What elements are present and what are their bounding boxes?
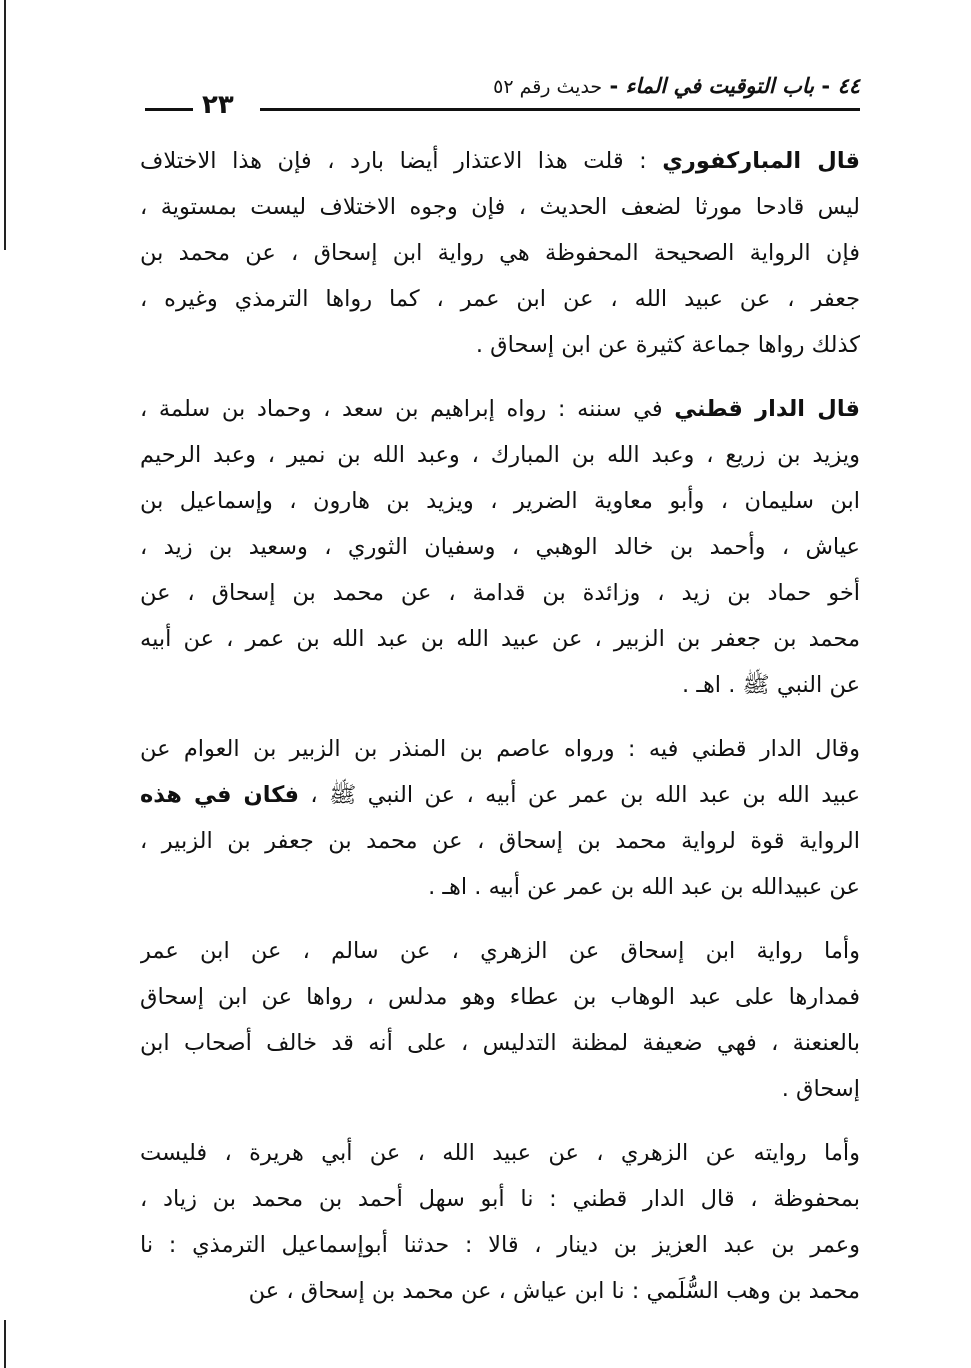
line-text: وأما رواية ابن إسحاق عن الزهري ، عن سالم ، عن ابن عمر [140, 938, 860, 964]
line-text: : قلت هذا الاعتذار أيضا بارد ، فإن هذا الاختلاف [140, 148, 663, 174]
text-line [140, 322, 860, 368]
line-text: عبيد الله بن عبد الله بن عمر عن أبيه ، عن النبي ﷺ ، [299, 782, 860, 808]
line-text: إسحاق . [781, 1076, 860, 1102]
text-line [140, 184, 860, 230]
line-text: عياش ، وأحمد بن خالد الوهبي ، وسفيان الثوري ، وسعيد بن زيد ، [140, 534, 860, 560]
page-number: ٢٣ [202, 90, 234, 120]
line-text: بالعنعنة ، فهي ضعيفة لمظنة التدليس ، على أنه قد خالف أصحاب ابن [140, 1030, 860, 1056]
separator: - [821, 74, 831, 98]
text-line [140, 616, 860, 662]
line-text: عن النبي ﷺ . اهـ . [682, 672, 860, 698]
text-line [140, 276, 860, 322]
line-text: ليس قادحا مورثا لضعف الحديث ، فإن وجوه الاختلاف ليست بمستوية ، [140, 194, 860, 220]
line-text: ويزيد بن زريع ، وعبد الله بن المبارك ، وعبد الله بن نمير ، وعبد الرحيم [140, 442, 860, 468]
text-line [140, 230, 860, 276]
paragraph [140, 928, 860, 1112]
text-line [140, 1176, 860, 1222]
header-rule [260, 108, 860, 111]
text-line [140, 1268, 860, 1314]
line-text: ابن سليمان ، وأبو معاوية الضرير ، ويزيد بن هارون ، وإسماعيل بن [140, 488, 860, 514]
paragraph [140, 726, 860, 910]
line-text: جعفر ، عن عبيد الله ، عن ابن عمر ، كما رواها الترمذي وغيره ، [140, 286, 860, 312]
line-text: فإن الرواية الصحيحة المحفوظة هي رواية ابن إسحاق ، عن محمد بن [140, 240, 860, 266]
line-text: وعمر بن عبد العزيز بن دينار ، قالا : حدثنا أبوإسماعيل الترمذي : نا [140, 1232, 860, 1258]
text-line [140, 432, 860, 478]
text-line [140, 974, 860, 1020]
text-line [140, 818, 860, 864]
line-text: محمد بن وهب السُّلَمي : نا ابن عياش ، عن محمد بن إسحاق ، عن [248, 1278, 860, 1304]
line-text: فمدارها على عبد الوهاب بن عطاء وهو مدلس ، رواها عن ابن إسحاق [140, 984, 860, 1010]
hadith-label: حديث رقم ٥٢ [493, 76, 603, 98]
line-text: وقال الدار قطني فيه : ورواه عاصم بن المنذر بن الزبير بن العوام عن [140, 736, 860, 762]
text-line [140, 386, 860, 432]
text-line [140, 478, 860, 524]
text-line [140, 524, 860, 570]
text-line [140, 1066, 860, 1112]
text-line [140, 138, 860, 184]
scan-edge [4, 0, 6, 250]
line-text: وأما روايته عن الزهري ، عن عبيد الله ، عن أبي هريرة ، فليست [140, 1140, 860, 1166]
chapter-number: ٤٤ [837, 74, 860, 98]
line-text: بمحفوظة ، قال الدار قطني : نا أبو سهل أحمد بن محمد بن زياد ، [140, 1186, 860, 1212]
scan-edge [4, 1320, 6, 1368]
line-text: كذلك رواها جماعة كثيرة عن ابن إسحاق . [475, 332, 860, 358]
text-line [140, 864, 860, 910]
paragraph [140, 138, 860, 368]
text-line [140, 1130, 860, 1176]
paragraph [140, 1130, 860, 1314]
running-title [493, 74, 860, 98]
speaker-name: قال المباركفوري [662, 148, 860, 174]
text-line [140, 570, 860, 616]
text-line [140, 1222, 860, 1268]
text-line [140, 1020, 860, 1066]
line-text: محمد بن جعفر بن الزبير ، عن عبيد الله بن عبد الله بن عمر ، عن أبيه [140, 626, 860, 652]
chapter-title: باب التوقيت في الماء [625, 74, 815, 98]
paragraph [140, 386, 860, 708]
header-rule-left [145, 108, 193, 111]
emphasis-text: فكان في هذه [140, 782, 300, 808]
text-line [140, 662, 860, 708]
separator: - [609, 74, 619, 98]
line-text: أخو حماد بن زيد ، وزائدة بن قدامة ، عن محمد بن إسحاق ، عن [140, 580, 860, 606]
text-line [140, 726, 860, 772]
text-line [140, 928, 860, 974]
line-text: عن عبيدالله بن عبد الله بن عمر عن أبيه . اهـ . [428, 874, 860, 900]
page-header [140, 72, 860, 122]
speaker-name: قال الدار قطني [674, 396, 860, 422]
line-text: في سننه : رواه إبراهيم بن سعد ، وحماد بن سلمة ، [140, 396, 675, 422]
text-line [140, 772, 860, 818]
body-text [140, 138, 860, 1332]
line-text: الرواية قوة لرواية محمد بن إسحاق ، عن محمد بن جعفر بن الزبير ، [140, 828, 860, 854]
